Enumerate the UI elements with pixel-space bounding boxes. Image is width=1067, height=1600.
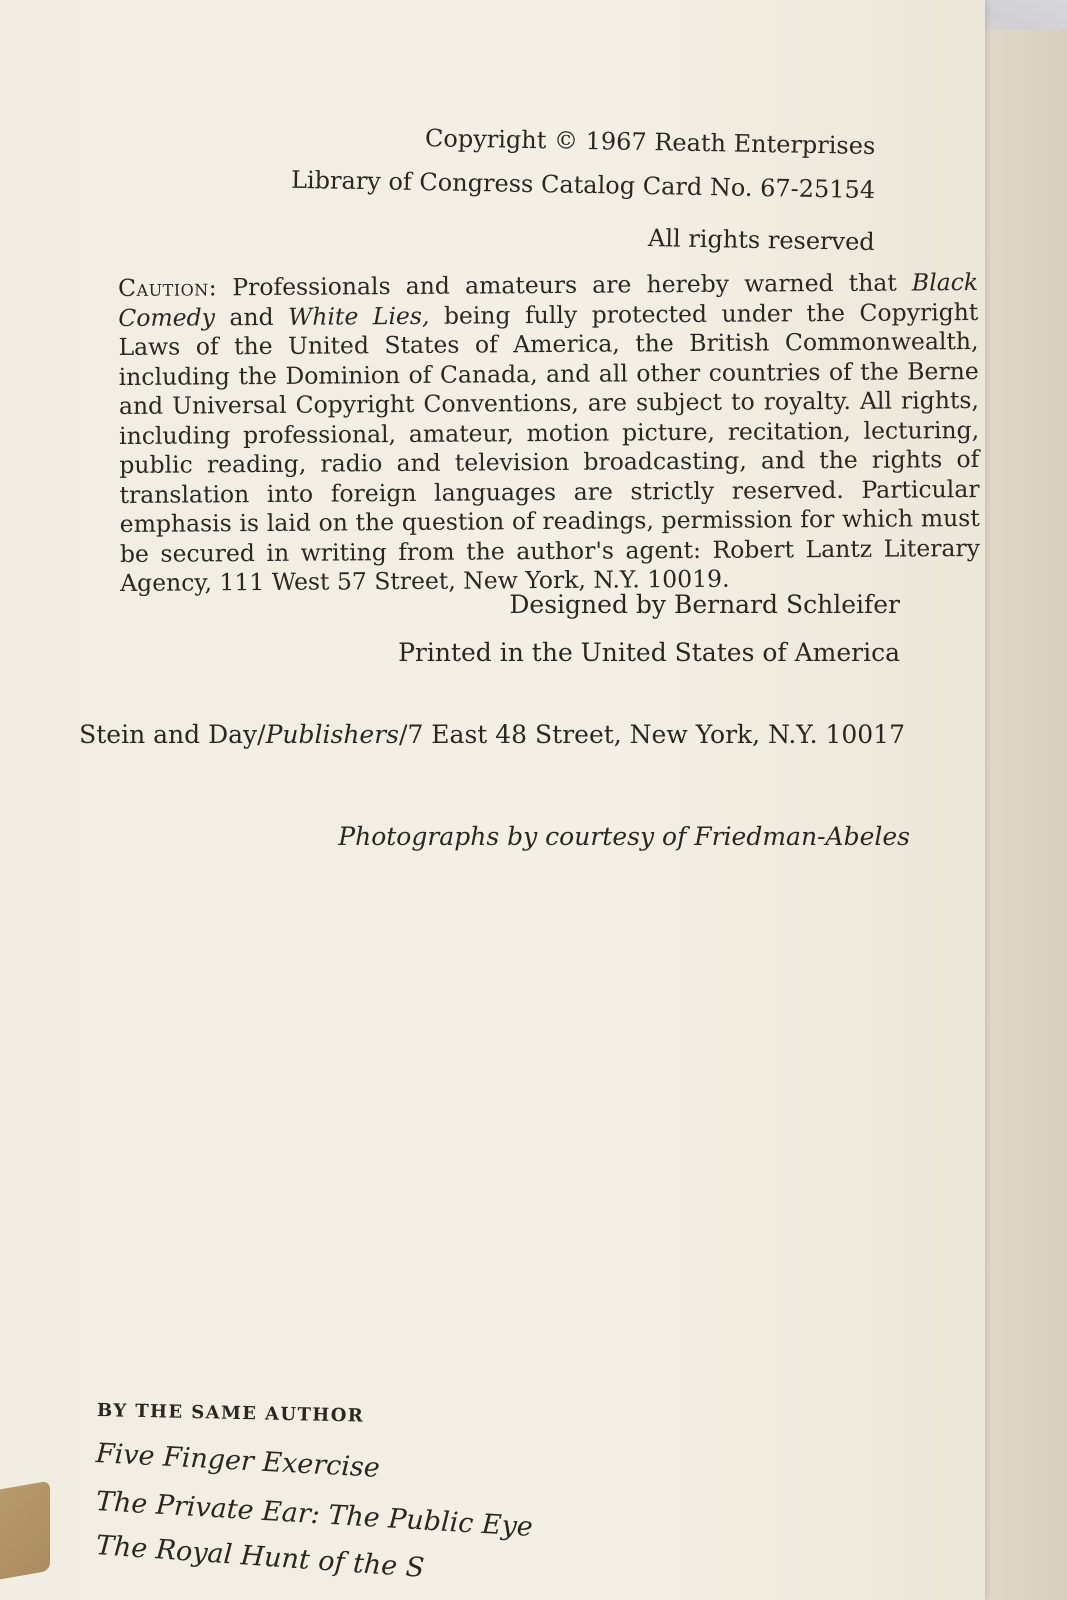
wooden-object (0, 1481, 50, 1580)
printed-in-line: Printed in the United States of America (398, 638, 900, 667)
publisher-name: Stein and Day/ (79, 720, 266, 749)
book-title: The Private Ear: The Public Eye (95, 1486, 534, 1543)
same-author-heading: BY THE SAME AUTHOR (96, 1400, 365, 1427)
book-title: Five Finger Exercise (95, 1438, 381, 1484)
rights-reserved-line: All rights reserved (648, 224, 876, 256)
publisher-role: Publishers (265, 720, 400, 749)
photographs-credit: Photographs by courtesy of Friedman-Abeles (338, 822, 910, 851)
caution-text-2: and (214, 302, 289, 331)
publisher-line (79, 722, 905, 747)
title-black-comedy: Black Comedy (118, 267, 979, 332)
caution-text-1: Professionals and amateurs are hereby warned that (217, 268, 912, 302)
publisher-address: /7 East 48 Street, New York, N.Y. 10017 (399, 720, 905, 749)
caution-text-3: being fully protected under the Copyright Laws of the United States of America, the British Commonwealth, including the Dominion of Canada, and all other countries of the Berne and Universal Copyright Conventions, are subject to royalty. All rights, including professional, amateur, motion picture, recitation, lecturing, public reading, radio and television broadcasting, and the rights of translation into foreign languages are strictly reserved. Particular emphasis is laid on the question of readings, permission for which must be secured in writing from the author's agent: Robert Lantz Literary Agency, 111 West 57 Street, New York, N.Y. 10019. (118, 297, 981, 597)
caution-label: Caution: (118, 273, 218, 302)
caution-paragraph (118, 268, 980, 598)
designed-by-line: Designed by Bernard Schleifer (509, 590, 900, 619)
catalog-card-line: Library of Congress Catalog Card No. 67-25154 (290, 165, 876, 204)
copyright-line: Copyright © 1967 Reath Enterprises (424, 124, 876, 160)
title-white-lies: White Lies, (288, 301, 430, 331)
book-title: The Royal Hunt of the S (94, 1530, 426, 1584)
page-edge (985, 0, 1067, 1600)
